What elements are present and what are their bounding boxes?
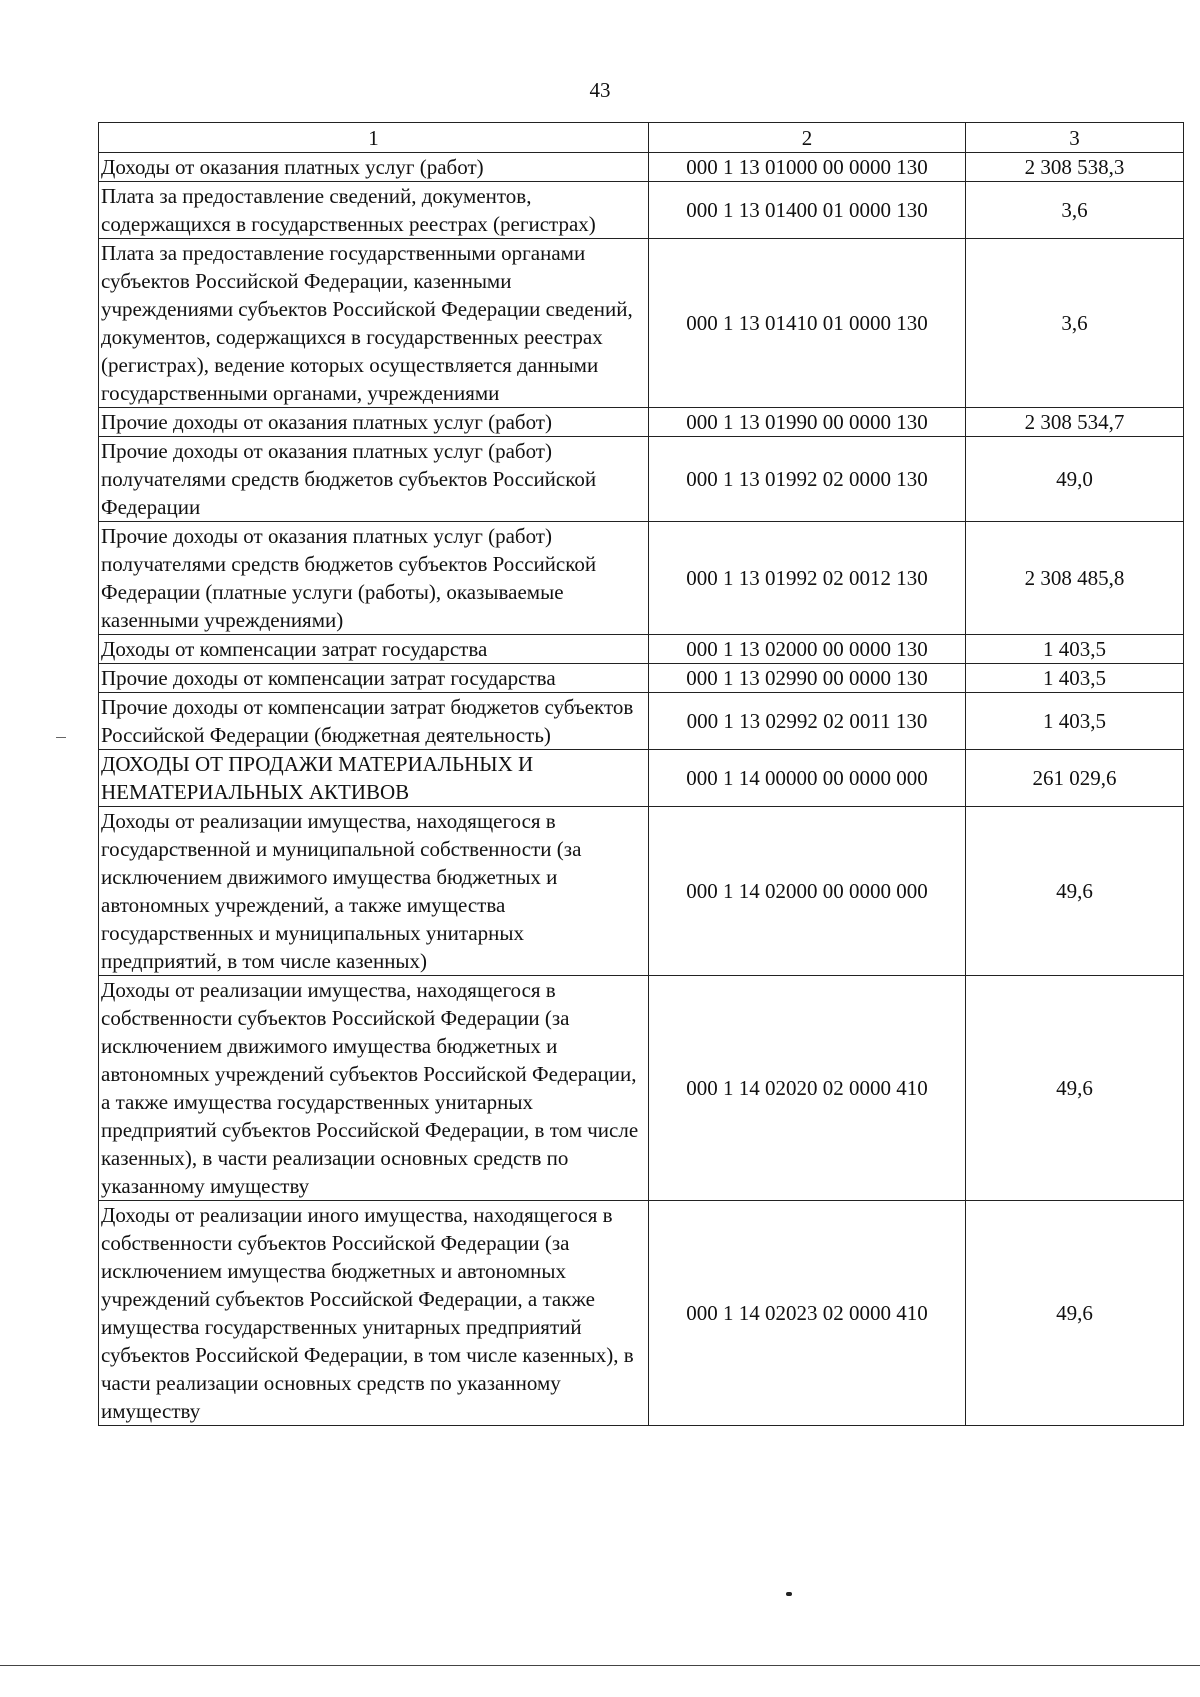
row-code: 000 1 13 01990 00 0000 130 xyxy=(649,408,966,437)
row-name: Доходы от реализации имущества, находящегося в государственной и муниципальной собственности (за исключением движимого имущества бюджетных и автономных учреждений, а также имущества государственных и муниципальных унитарных предприятий, в том числе казенных) xyxy=(99,807,649,976)
row-code: 000 1 13 01410 01 0000 130 xyxy=(649,239,966,408)
row-name: Прочие доходы от оказания платных услуг (работ) получателями средств бюджетов субъектов Российской Федерации (платные услуги (работы), оказываемые казенными учреждениями) xyxy=(99,522,649,635)
row-amount: 2 308 485,8 xyxy=(966,522,1184,635)
footer-divider xyxy=(0,1665,1200,1666)
row-name: ДОХОДЫ ОТ ПРОДАЖИ МАТЕРИАЛЬНЫХ И НЕМАТЕРИАЛЬНЫХ АКТИВОВ xyxy=(99,750,649,807)
table-row xyxy=(99,437,1184,522)
row-amount: 1 403,5 xyxy=(966,664,1184,693)
table-row xyxy=(99,976,1184,1201)
row-amount: 1 403,5 xyxy=(966,635,1184,664)
table-row xyxy=(99,693,1184,750)
row-amount: 2 308 534,7 xyxy=(966,408,1184,437)
table-row xyxy=(99,408,1184,437)
row-amount: 49,6 xyxy=(966,807,1184,976)
row-code: 000 1 13 01000 00 0000 130 xyxy=(649,153,966,182)
column-header-1: 1 xyxy=(99,123,649,153)
row-amount: 3,6 xyxy=(966,182,1184,239)
row-code: 000 1 14 02023 02 0000 410 xyxy=(649,1201,966,1426)
row-name: Доходы от оказания платных услуг (работ) xyxy=(99,153,649,182)
table-row xyxy=(99,239,1184,408)
table-row xyxy=(99,664,1184,693)
row-amount: 49,6 xyxy=(966,976,1184,1201)
row-amount: 3,6 xyxy=(966,239,1184,408)
page-number: 43 xyxy=(589,78,611,102)
row-name: Доходы от реализации иного имущества, находящегося в собственности субъектов Российской Федерации (за исключением имущества бюджетных и автономных учреждений субъектов Российской Федерации, а также имущества государственных унитарных предприятий субъектов Российской Федерации, в том числе казенных), в части реализации основных средств по указанному имуществу xyxy=(99,1201,649,1426)
row-code: 000 1 13 02992 02 0011 130 xyxy=(649,693,966,750)
row-code: 000 1 14 00000 00 0000 000 xyxy=(649,750,966,807)
row-code: 000 1 14 02020 02 0000 410 xyxy=(649,976,966,1201)
table-row xyxy=(99,750,1184,807)
margin-tick-mark xyxy=(56,737,66,738)
row-name: Прочие доходы от компенсации затрат государства xyxy=(99,664,649,693)
table-row xyxy=(99,153,1184,182)
row-name: Плата за предоставление государственными органами субъектов Российской Федерации, казенными учреждениями субъектов Российской Федерации сведений, документов, содержащихся в государственных реестрах (регистрах), ведение которых осуществляется данными государственными органами, учреждениями xyxy=(99,239,649,408)
scan-dot-mark xyxy=(786,1592,792,1596)
table-row xyxy=(99,522,1184,635)
row-name: Прочие доходы от компенсации затрат бюджетов субъектов Российской Федерации (бюджетная деятельность) xyxy=(99,693,649,750)
column-header-2: 2 xyxy=(649,123,966,153)
row-name: Доходы от компенсации затрат государства xyxy=(99,635,649,664)
table-row xyxy=(99,635,1184,664)
row-code: 000 1 13 02990 00 0000 130 xyxy=(649,664,966,693)
row-amount: 1 403,5 xyxy=(966,693,1184,750)
row-name: Прочие доходы от оказания платных услуг (работ) xyxy=(99,408,649,437)
row-code: 000 1 13 01992 02 0012 130 xyxy=(649,522,966,635)
table-header-row xyxy=(99,123,1184,153)
row-amount: 49,0 xyxy=(966,437,1184,522)
table-row xyxy=(99,1201,1184,1426)
row-amount: 2 308 538,3 xyxy=(966,153,1184,182)
revenue-table xyxy=(98,122,1184,1426)
column-header-3: 3 xyxy=(966,123,1184,153)
row-code: 000 1 14 02000 00 0000 000 xyxy=(649,807,966,976)
row-code: 000 1 13 02000 00 0000 130 xyxy=(649,635,966,664)
row-amount: 261 029,6 xyxy=(966,750,1184,807)
table-row xyxy=(99,182,1184,239)
row-code: 000 1 13 01992 02 0000 130 xyxy=(649,437,966,522)
row-name: Доходы от реализации имущества, находящегося в собственности субъектов Российской Федерации (за исключением движимого имущества бюджетных и автономных учреждений субъектов Российской Федерации, а также имущества государственных унитарных предприятий субъектов Российской Федерации, в том числе казенных), в части реализации основных средств по указанному имуществу xyxy=(99,976,649,1201)
table-row xyxy=(99,807,1184,976)
row-code: 000 1 13 01400 01 0000 130 xyxy=(649,182,966,239)
row-name: Прочие доходы от оказания платных услуг (работ) получателями средств бюджетов субъектов Российской Федерации xyxy=(99,437,649,522)
row-name: Плата за предоставление сведений, документов, содержащихся в государственных реестрах (регистрах) xyxy=(99,182,649,239)
row-amount: 49,6 xyxy=(966,1201,1184,1426)
